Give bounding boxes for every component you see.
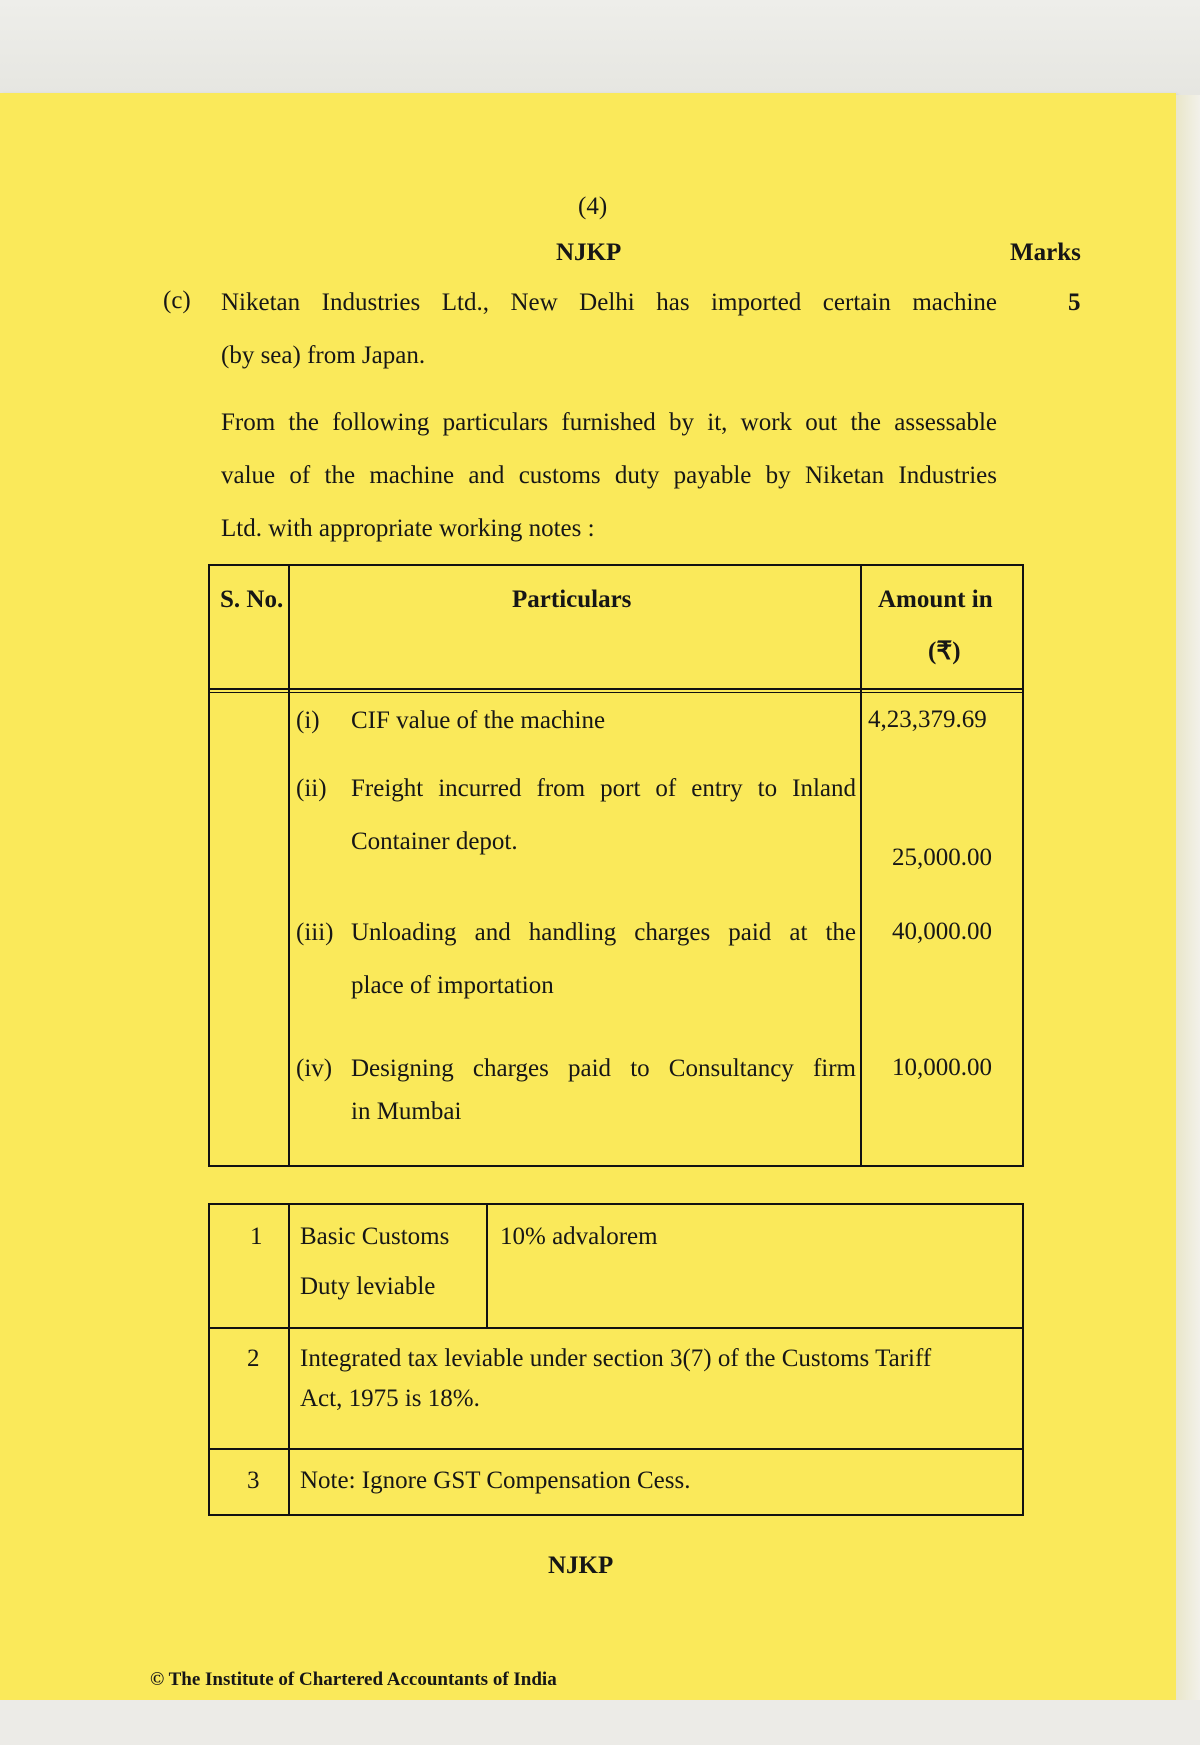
task-line-1: From the following particulars furnished by it, work out the assessable bbox=[221, 409, 997, 436]
note-label: Duty leviable bbox=[300, 1273, 436, 1300]
row-particulars-line-2: Container depot. bbox=[351, 828, 518, 855]
note-number: 1 bbox=[250, 1223, 263, 1250]
page-number: (4) bbox=[578, 193, 608, 220]
note-label: Basic Customs bbox=[300, 1223, 450, 1250]
table-divider bbox=[210, 1448, 1022, 1450]
row-amount: 25,000.00 bbox=[892, 844, 992, 871]
intro-line-2: (by sea) from Japan. bbox=[221, 342, 426, 369]
row-number: (iii) bbox=[296, 919, 334, 946]
row-particulars-line-2: in Mumbai bbox=[351, 1098, 462, 1125]
row-number: (i) bbox=[296, 707, 320, 734]
notes-table bbox=[208, 1203, 1024, 1516]
row-amount: 10,000.00 bbox=[892, 1054, 992, 1081]
paper-code-header: NJKP bbox=[556, 239, 622, 266]
scan-right-margin bbox=[1176, 95, 1200, 1700]
table-divider bbox=[860, 566, 862, 1165]
row-particulars bbox=[351, 906, 856, 1012]
note-text: Note: Ignore GST Compensation Cess. bbox=[300, 1467, 691, 1494]
copyright-notice: © The Institute of Chartered Accountants of India bbox=[150, 1669, 557, 1690]
note-number: 2 bbox=[247, 1345, 260, 1372]
question-intro bbox=[221, 276, 997, 382]
scan-top-margin bbox=[0, 0, 1200, 95]
row-particulars bbox=[351, 1042, 856, 1138]
row-particulars bbox=[351, 762, 856, 868]
table-divider bbox=[210, 692, 1022, 693]
question-label: (c) bbox=[163, 287, 191, 314]
row-amount: 40,000.00 bbox=[892, 918, 992, 945]
note-value: 10% advalorem bbox=[500, 1223, 658, 1250]
table-divider bbox=[210, 1327, 1022, 1329]
header-amount: Amount in bbox=[878, 586, 993, 613]
marks-heading: Marks bbox=[1010, 239, 1081, 266]
intro-line-1: Niketan Industries Ltd., New Delhi has imported certain machine bbox=[221, 289, 997, 316]
note-text: Integrated tax leviable under section 3(7) of the Customs Tariff bbox=[300, 1345, 932, 1372]
table-divider bbox=[210, 688, 1022, 690]
table-divider bbox=[486, 1205, 488, 1327]
row-particulars-line-2: place of importation bbox=[351, 972, 554, 999]
row-number: (iv) bbox=[296, 1055, 333, 1082]
task-line-3: Ltd. with appropriate working notes : bbox=[221, 515, 595, 542]
row-particulars: CIF value of the machine bbox=[351, 707, 606, 734]
row-amount: 4,23,379.69 bbox=[868, 706, 987, 733]
particulars-table bbox=[208, 564, 1024, 1167]
row-particulars-line-1: Freight incurred from port of entry to Inland bbox=[351, 775, 856, 802]
table-divider bbox=[288, 1205, 290, 1514]
header-sno: S. No. bbox=[220, 586, 284, 613]
header-particulars: Particulars bbox=[512, 586, 632, 613]
header-amount-unit: (₹) bbox=[928, 638, 961, 665]
question-task bbox=[221, 396, 997, 555]
paper-code-footer: NJKP bbox=[548, 1552, 614, 1579]
table-divider bbox=[288, 566, 290, 1165]
task-line-2: value of the machine and customs duty payable by Niketan Industries bbox=[221, 462, 997, 489]
row-number: (ii) bbox=[296, 775, 327, 802]
scan-bottom-margin bbox=[0, 1700, 1200, 1745]
note-text: Act, 1975 is 18%. bbox=[300, 1385, 480, 1412]
row-particulars-line-1: Designing charges paid to Consultancy firm bbox=[351, 1055, 856, 1082]
question-marks: 5 bbox=[1068, 289, 1081, 316]
row-particulars-line-1: Unloading and handling charges paid at the bbox=[351, 919, 856, 946]
note-number: 3 bbox=[247, 1467, 260, 1494]
